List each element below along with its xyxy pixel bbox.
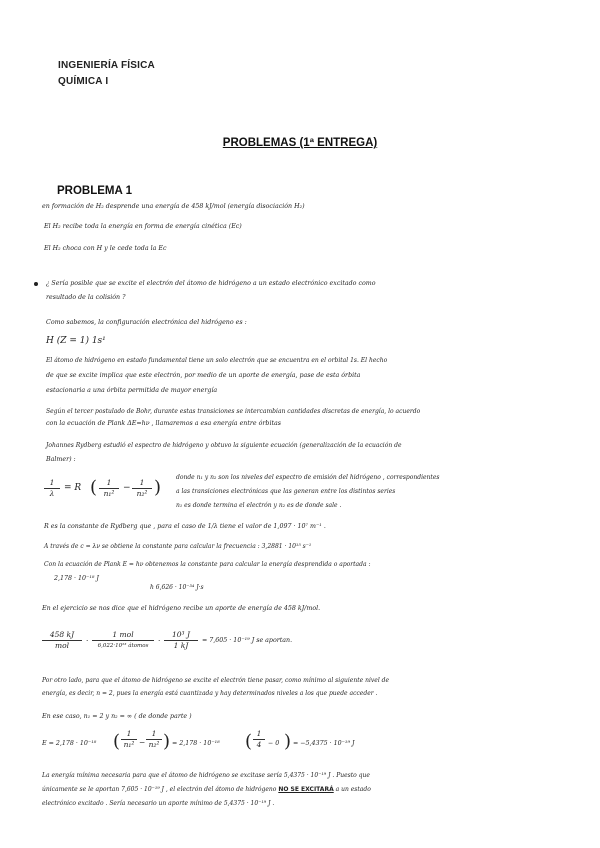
conclusion-line-3: electrónico excitado . Sería necesario un aporte mínimo de 5,4375 · 10⁻¹⁹ J . (42, 800, 275, 807)
calc2-term-a: $\frac{1}{\text{n₁²}}$ (121, 729, 137, 750)
calc2-result: = −5,4375 · 10⁻¹⁹ J (293, 740, 355, 747)
paren-close-icon: ) (163, 731, 171, 752)
ground-state-line-2: de que se excite implica que este electrón, por medio de un aporte de energía, pase de esta órbita (46, 372, 361, 379)
plank-h: h 6,626 · 10⁻³⁴ J·s (150, 584, 204, 591)
other-side-line-1: Por otro lado, para que el átomo de hidrógeno se excite el electrón tiene pasar, como mínimo al siguiente nivel de (42, 677, 390, 684)
calc2-mid: = 2,178 · 10⁻¹⁸ (172, 740, 220, 747)
case-line: En ese caso, n₁ = 2 y n₂ = ∞ ( de donde parte ) (42, 713, 192, 720)
calc2-term-b: $\frac{1}{\text{n₂²}}$ (146, 729, 162, 750)
formula-explain-3: n₁ es donde termina el electrón y n₂ es de donde sale . (176, 502, 342, 509)
document-header (58, 58, 155, 90)
calc2-tail: − 0 (268, 740, 280, 747)
calc2-lead: E = 2,178 · 10⁻¹⁸ (42, 740, 97, 747)
conclusion-line-1: La energía mínima necesaria para que el átomo de hidrógeno se excitase sería 5,4375 · 10⁻¹⁹ J . Puesto que (42, 772, 370, 779)
formula-term-2: $\frac{1}{\text{n₂²}}$ (132, 478, 152, 499)
paren-open-icon: ( (113, 731, 121, 752)
conclusion-line-2: únicamente se le aportan 7,605 · 10⁻¹⁹ J , el electrón del átomo de hidrógeno NO SE EXCITARÁ a un estado (42, 786, 371, 793)
intro-line-1: en formación de H₂ desprende una energía de 458 kJ/mol (energía disociación H₂) (42, 203, 305, 210)
config-intro: Como sabemos, la configuración electrónica del hidrógeno es : (46, 319, 247, 326)
calc1-factor-a: 458 kJ mol (42, 630, 82, 651)
bohr-line-2: con la ecuación de Plank ΔE=hν , llamaremos a esa energía entre órbitas (46, 420, 281, 427)
paren-close-icon: ) (154, 477, 162, 498)
frequency-line: A través de c = λν se obtiene la constante para calcular la frecuencia : 3,2881 · 10¹⁵ s⁻¹ (44, 543, 312, 550)
page-title: PROBLEMAS (1ª ENTREGA) (222, 137, 378, 149)
problem-heading: PROBLEMA 1 (57, 185, 132, 197)
bohr-line-1: Según el tercer postulado de Bohr, durante estas transiciones se intercambian cantidades discretas de energía, lo acuerdo (46, 408, 421, 415)
formula-equals-r: = R (64, 483, 82, 493)
paren-close-icon: ) (284, 731, 292, 752)
ground-state-line-3: estacionaria a una órbita permitida de mayor energía (46, 387, 218, 394)
formula-explain-1: donde n₁ y n₂ son los niveles del espectro de emisión del hidrógeno , correspondientes (176, 474, 440, 481)
intro-line-2: El H₂ recibe toda la energía en forma de energía cinética (Ec) (44, 223, 242, 230)
paren-open-icon: ( (90, 477, 98, 498)
formula-term-1: $\frac{1}{\text{n₁²}}$ (99, 478, 119, 499)
calc1-factor-b: 1 mol 6,022·10²³ átomos (92, 630, 154, 651)
multiply-dot-2: · (158, 636, 161, 645)
formula-lhs: $\frac{1}{\lambda}$ (44, 478, 60, 499)
rydberg-intro-line-1: Johannes Rydberg estudió el espectro de hidrógeno y obtuvo la siguiente ecuación (generalización de la ecuación de (46, 442, 402, 449)
multiply-dot-1: · (86, 636, 89, 645)
electron-config: H (Z = 1) 1s¹ (46, 336, 106, 346)
rydberg-constant: R es la constante de Rydberg que , para el caso de 1/λ tiene el valor de 1,097 · 10⁷ m⁻¹ . (44, 523, 326, 530)
calc2-minus: − (139, 738, 146, 747)
plank-line: Con la ecuación de Plank E = hν obtenemos la constante para calcular la energía desprendida o aportada : (44, 561, 371, 568)
calc2-term-c: $\frac{1}{4}$ (253, 729, 265, 750)
formula-minus: − (123, 483, 131, 493)
calc1-result: = 7,605 · 10⁻¹⁹ J se aportan. (202, 637, 293, 644)
calc1-factor-c: $\frac{\text{10³ J}}{1 kJ}$ (164, 630, 198, 651)
question-line-1: ¿ Sería posible que se excite el electrón del átomo de hidrógeno a un estado electrónico excitado como (46, 280, 376, 287)
header-subject: QUÍMICA I (58, 76, 109, 87)
formula-explain-2: a las transiciones electrónicas que las generan entre los distintos series (176, 488, 396, 495)
header-degree: INGENIERÍA FÍSICA (58, 60, 155, 71)
intro-line-3: El H₂ choca con H y le cede toda la Ec (44, 245, 167, 252)
question-line-2: resultado de la colisión ? (46, 294, 126, 301)
ground-state-line-1: El átomo de hidrógeno en estado fundamental tiene un solo electrón que se encuentra en el orbital 1s. El hecho (46, 357, 388, 364)
plank-value: 2,178 · 10⁻¹⁸ J (54, 575, 99, 582)
statement-line: En el ejercicio se nos dice que el hidrógeno recibe un aporte de energía de 458 kJ/mol. (42, 605, 321, 612)
bullet-icon (34, 282, 38, 286)
rydberg-intro-line-2: Balmer) : (46, 456, 76, 463)
paren-open-icon: ( (245, 731, 253, 752)
other-side-line-2: energía, es decir, n = 2, pues la energía está cuantizada y hay determinados niveles a los que puede acceder . (42, 690, 378, 697)
conclusion-emphasis: NO SE EXCITARÁ (278, 786, 334, 793)
